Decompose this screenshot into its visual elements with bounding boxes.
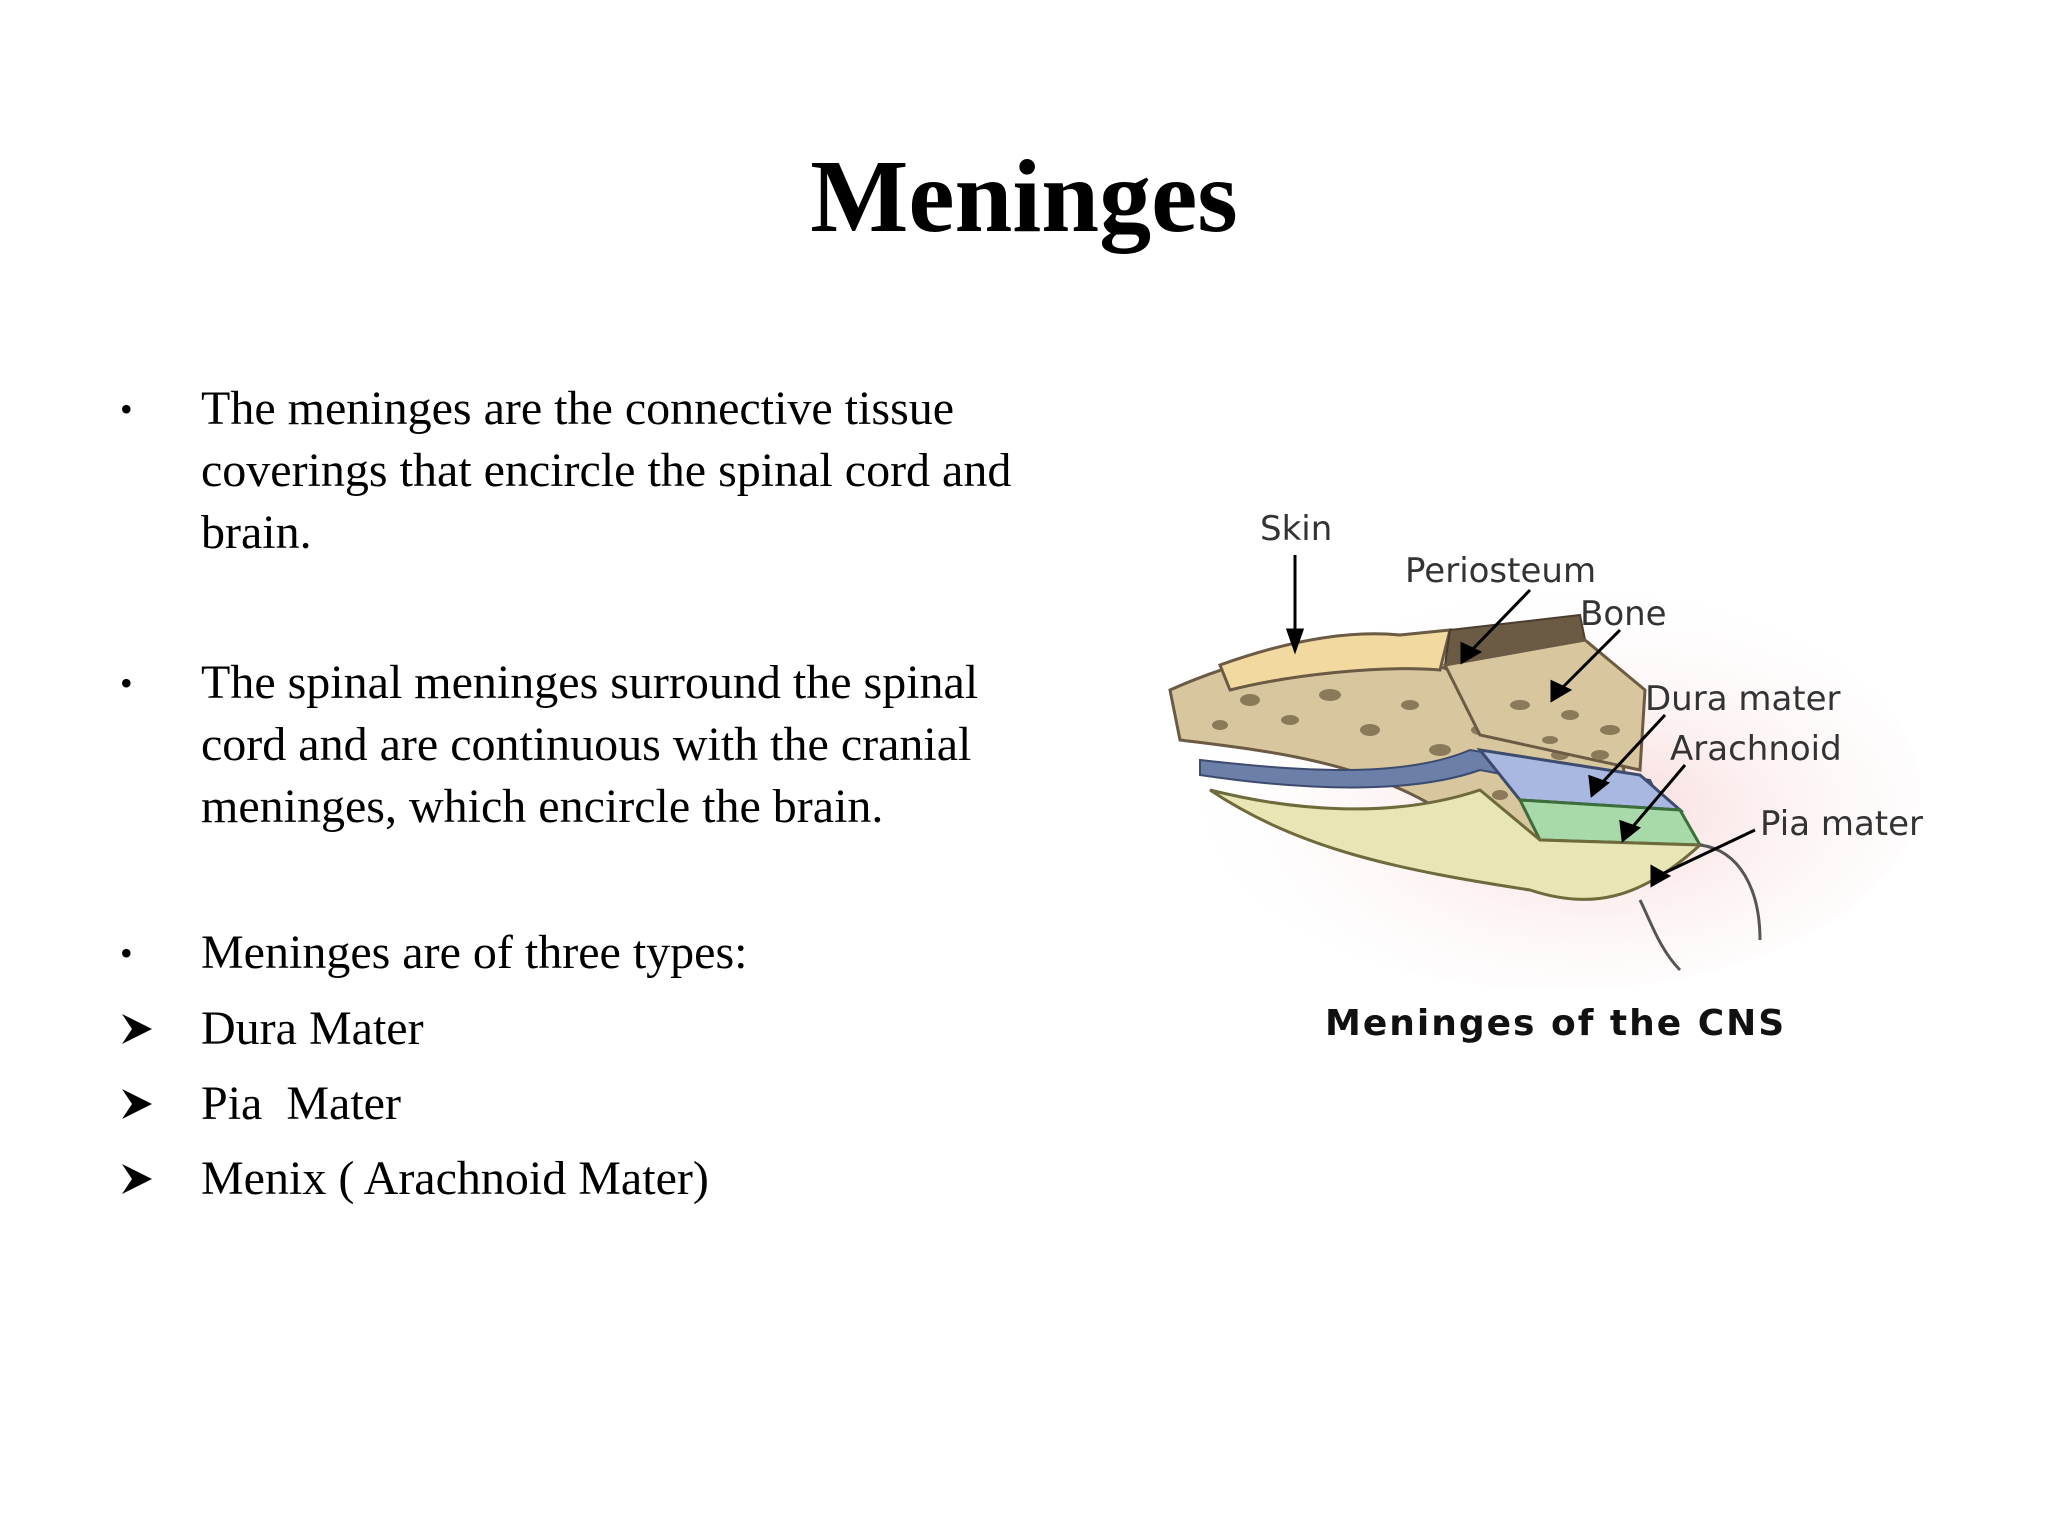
arrowhead-bullet-icon [120, 1148, 201, 1210]
sub-item-arachnoid-mater [120, 1148, 1060, 1210]
sub-item-text: Menix ( Arachnoid Mater) [201, 1152, 709, 1205]
bullet-item-2 [120, 652, 1060, 838]
label-dura-mater: Dura mater [1645, 679, 1841, 719]
label-bone: Bone [1580, 594, 1667, 634]
meninges-diagram-svg [1140, 490, 1960, 1070]
bullet-dot-icon: • [120, 389, 133, 429]
bullet-text: Meninges are of three types: [201, 926, 748, 979]
label-periosteum: Periosteum [1405, 551, 1597, 591]
sub-item-text: Dura Mater [201, 1002, 424, 1055]
arrowhead-bullet-icon [120, 998, 201, 1060]
bullet-dot-icon: • [120, 663, 133, 703]
bullet-dot-icon: • [120, 933, 133, 973]
bullet-text: The meninges are the connective tissue coverings that encircle the spinal cord and brain. [201, 382, 1012, 559]
figure-caption: Meninges of the CNS [1325, 1003, 1787, 1044]
bullet-text: The spinal meninges surround the spinal cord and are continuous with the cranial meninges, which encircle the brain. [201, 656, 979, 833]
sub-item-dura-mater [120, 998, 1060, 1060]
bullet-item-3 [120, 922, 1060, 984]
bullet-item-1 [120, 378, 1060, 564]
arrowhead-bullet-icon [120, 1073, 201, 1135]
sub-item-text: Pia Mater [201, 1077, 401, 1130]
slide-title: Meninges [810, 139, 1238, 254]
meninges-diagram [1140, 490, 1960, 1070]
label-skin: Skin [1260, 509, 1333, 549]
sub-item-pia-mater [120, 1073, 1060, 1135]
label-arachnoid: Arachnoid [1670, 729, 1842, 769]
label-pia-mater: Pia mater [1760, 804, 1924, 844]
